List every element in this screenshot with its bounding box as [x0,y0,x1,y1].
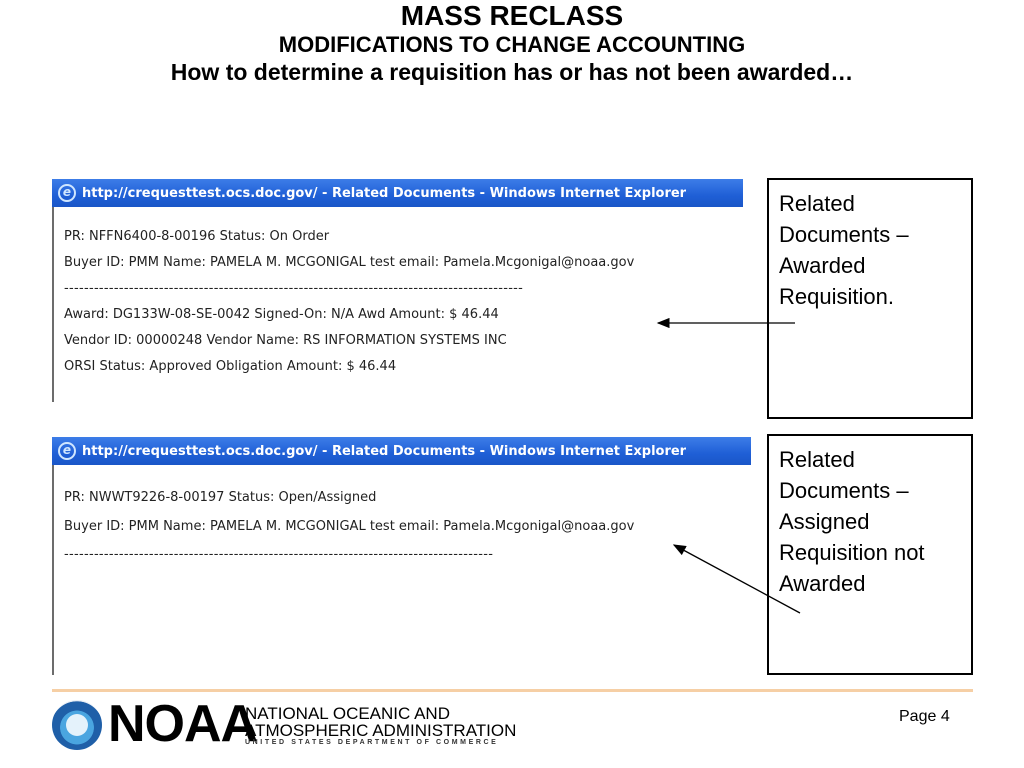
org-name-line2: ATMOSPHERIC ADMINISTRATION [245,721,517,740]
callout-assigned: Related Documents – Assigned Requisition not Awarded [767,434,973,675]
window-title: http://crequesttest.ocs.doc.gov/ - Related Documents - Windows Internet Explorer [82,185,687,201]
ie-icon: e [58,442,76,460]
vendor-line: Vendor ID: 00000248 Vendor Name: RS INFORMATION SYSTEMS INC [64,333,507,348]
callout-awarded: Related Documents – Awarded Requisition. [767,178,973,419]
window-title: http://crequesttest.ocs.doc.gov/ - Related Documents - Windows Internet Explorer [82,443,687,459]
footer-rule [52,689,973,692]
org-name-line1: NATIONAL OCEANIC AND [245,704,450,723]
org-department: UNITED STATES DEPARTMENT OF COMMERCE [245,739,499,746]
slide-subtitle: MODIFICATIONS TO CHANGE ACCOUNTING [278,32,746,57]
noaa-logo-word: NOAA [108,695,258,753]
separator-line: -------------------------------------------------------------------------------------- [64,547,494,562]
buyer-line: Buyer ID: PMM Name: PAMELA M. MCGONIGAL test email: Pamela.Mcgonigal@noaa.gov [64,519,635,534]
orsi-status-line: ORSI Status: Approved Obligation Amount: $ 46.44 [64,359,397,374]
separator-line: -------------------------------------------------------------------------------------------- [64,281,524,296]
award-line: Award: DG133W-08-SE-0042 Signed-On: N/A Awd Amount: $ 46.44 [64,307,499,322]
page-number: Page 4 [899,708,950,725]
arrow-assigned [674,545,800,613]
slide-title: MASS RECLASS [400,0,624,31]
noaa-seal-icon [52,700,102,750]
pr-status-line: PR: NFFN6400-8-00196 Status: On Order [64,229,330,244]
pr-status-line: PR: NWWT9226-8-00197 Status: Open/Assigned [64,490,377,505]
slide-question: How to determine a requisition has or has not been awarded… [170,59,854,85]
buyer-line: Buyer ID: PMM Name: PAMELA M. MCGONIGAL test email: Pamela.Mcgonigal@noaa.gov [64,255,635,270]
ie-icon: e [58,184,76,202]
